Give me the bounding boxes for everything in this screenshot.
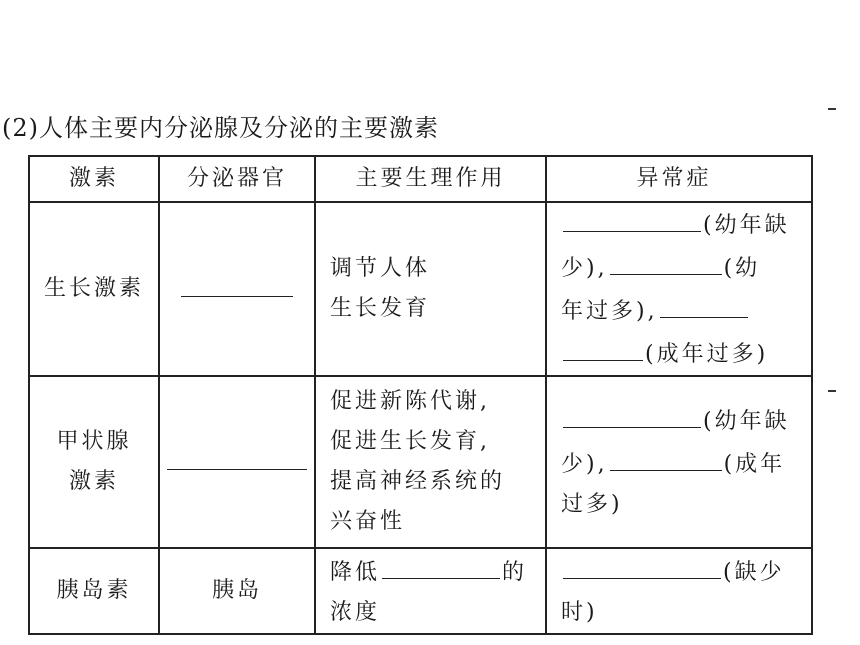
- header-hormone: 激素: [29, 156, 159, 202]
- function-cell: [315, 202, 546, 376]
- text-fragment: 的: [502, 559, 528, 585]
- answer-blank[interactable]: [563, 203, 701, 232]
- text-fragment: (幼: [723, 256, 761, 281]
- text-fragment: 少),: [561, 256, 608, 281]
- function-line: 提高神经系统的: [330, 469, 506, 494]
- answer-blank[interactable]: [181, 268, 293, 297]
- hormone-cell: 生长激素: [29, 202, 159, 376]
- answer-blank[interactable]: [563, 399, 701, 428]
- text-fragment: 少),: [561, 452, 608, 477]
- text-fragment: 年过多),: [561, 299, 658, 324]
- answer-blank[interactable]: [563, 550, 721, 579]
- function-line: 促进新陈代谢,: [330, 389, 490, 414]
- text-fragment: 浓度: [330, 599, 381, 625]
- answer-blank[interactable]: [563, 332, 643, 361]
- organ-cell: [159, 202, 315, 376]
- section-title: (2)人体主要内分泌腺及分泌的主要激素: [2, 114, 439, 142]
- text-fragment: (幼年缺: [703, 409, 790, 434]
- abnormal-cell: [546, 202, 812, 376]
- organ-cell: 胰岛: [159, 548, 315, 634]
- header-function: 主要生理作用: [315, 156, 546, 202]
- answer-blank[interactable]: [167, 441, 307, 470]
- header-organ: 分泌器官: [159, 156, 315, 202]
- table-row: [29, 202, 812, 376]
- text-fragment: (缺少: [723, 559, 785, 585]
- answer-blank[interactable]: [610, 442, 722, 471]
- function-line: 调节人体: [330, 256, 431, 281]
- function-line: 兴奋性: [330, 509, 406, 534]
- hormone-line: 甲状腺: [56, 429, 132, 454]
- abnormal-cell: [546, 548, 812, 634]
- function-cell: [315, 548, 546, 634]
- hormone-line: 激素: [68, 469, 119, 494]
- margin-mark: [828, 108, 836, 110]
- text-fragment: (幼年缺: [703, 213, 790, 238]
- hormone-cell: 胰岛素: [29, 548, 159, 634]
- function-line: 生长发育: [330, 296, 431, 321]
- hormone-table: [28, 155, 813, 635]
- text-fragment: 时): [561, 599, 598, 625]
- text-fragment: 降低: [330, 559, 381, 585]
- answer-blank[interactable]: [610, 246, 722, 275]
- function-line: 促进生长发育,: [330, 429, 490, 454]
- text-fragment: 过多): [561, 492, 623, 517]
- margin-mark: [828, 390, 836, 392]
- function-cell: [315, 376, 546, 548]
- text-fragment: (成年过多): [645, 342, 769, 367]
- table-row: [29, 376, 812, 548]
- answer-blank[interactable]: [382, 550, 500, 579]
- table-header-row: [29, 156, 812, 202]
- header-abnormal: 异常症: [546, 156, 812, 202]
- organ-cell: [159, 376, 315, 548]
- abnormal-cell: [546, 376, 812, 548]
- text-fragment: (成年: [723, 452, 786, 477]
- answer-blank[interactable]: [660, 289, 748, 318]
- table-row: [29, 548, 812, 634]
- hormone-cell: [29, 376, 159, 548]
